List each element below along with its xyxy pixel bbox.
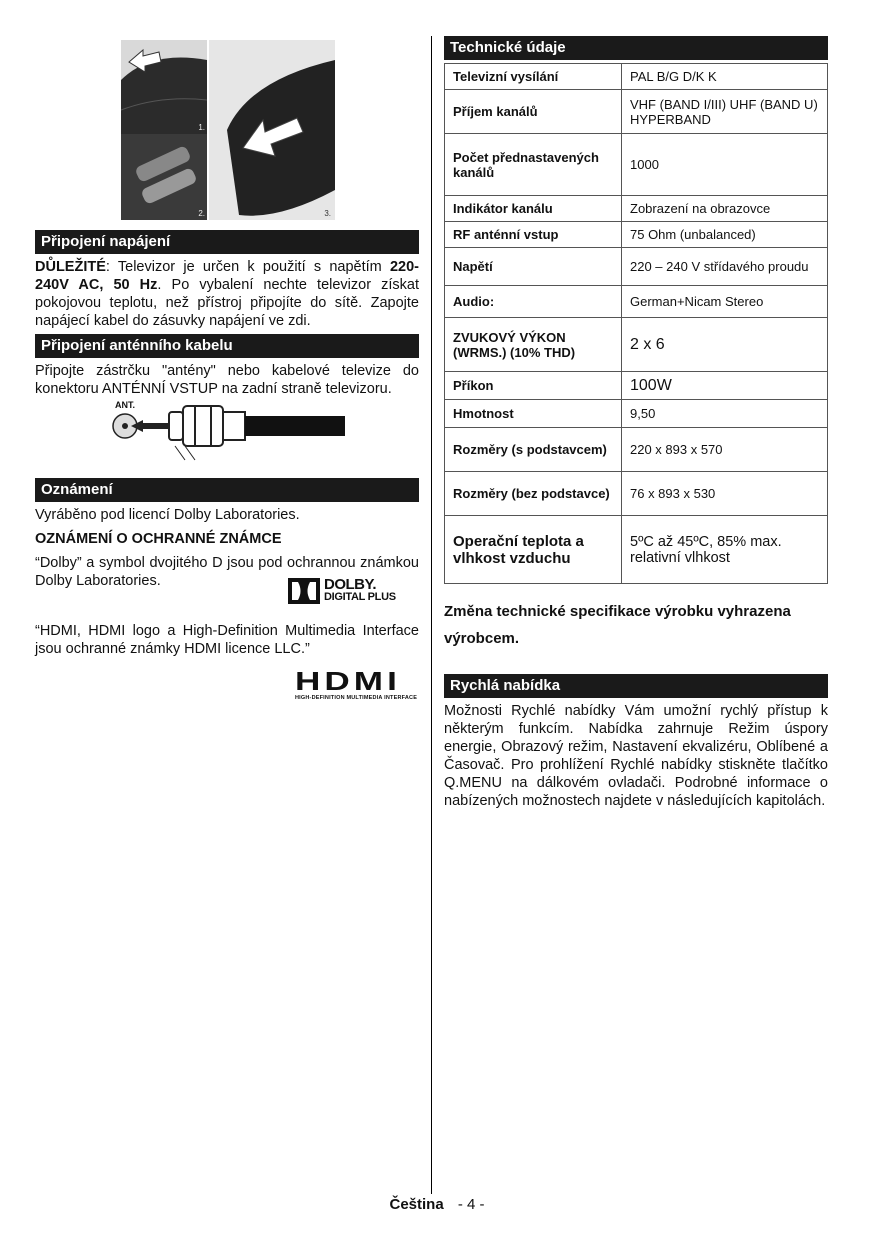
spec-value: 9,50 xyxy=(622,400,828,428)
spec-key: Hmotnost xyxy=(445,400,622,428)
spec-key: Indikátor kanálu xyxy=(445,196,622,222)
power-heading: Připojení napájení xyxy=(35,230,419,254)
hdmi-tagline: HIGH-DEFINITION MULTIMEDIA INTERFACE xyxy=(295,695,418,701)
page-number: - 4 - xyxy=(457,1196,485,1213)
quick-menu-text: Možnosti Rychlé nabídky Vám umožní rychlý přístup k některým funkcím. Nabídka zahrnuje Režim úspory energie, Obrazový režim, Nastavení ekvalizéru, Oblíbené a Časovač. Pro prohlížení Rychlé nabídky stiskněte tlačítko Q.MENU na dálkovém ovladači. Podrobné informace o nabízených možnostech najdete v následujících kapitolách. xyxy=(444,703,828,809)
right-column xyxy=(444,36,828,810)
image-label-1: 1. xyxy=(198,123,205,132)
spec-row xyxy=(445,472,828,516)
spec-row xyxy=(445,372,828,400)
remote-photo-3 xyxy=(209,40,335,220)
battery-insert-image xyxy=(121,134,207,220)
spec-value: 76 x 893 x 530 xyxy=(622,472,828,516)
spec-value: 220 – 240 V střídavého proudu xyxy=(622,248,828,286)
remote-photo-1 xyxy=(121,40,207,134)
spec-row xyxy=(445,318,828,372)
dolby-license-text: Vyráběno pod licencí Dolby Laboratories. xyxy=(35,507,300,523)
specs-heading: Technické údaje xyxy=(444,36,828,60)
remote-photo-2 xyxy=(121,134,207,220)
spec-key: Počet přednastavených kanálů xyxy=(445,134,622,196)
spec-value: PAL B/G D/K K xyxy=(622,64,828,90)
antenna-heading: Připojení anténního kabelu xyxy=(35,334,419,358)
dolby-logo xyxy=(288,576,398,606)
left-column xyxy=(35,36,419,708)
spec-key: Audio: xyxy=(445,286,622,318)
quick-menu-heading: Rychlá nabídka xyxy=(444,674,828,698)
hdmi-trademark-text: “HDMI, HDMI logo a High-Definition Multimedia Interface jsou ochranné známky HDMI licence LLC.” xyxy=(35,623,419,657)
power-text-a: : Televizor je určen k použití s napětím xyxy=(105,259,390,275)
spec-key: Napětí xyxy=(445,248,622,286)
footer-language: Čeština xyxy=(389,1196,444,1213)
page-footer xyxy=(0,1196,874,1213)
spec-key: Televizní vysílání xyxy=(445,64,622,90)
spec-row xyxy=(445,196,828,222)
spec-value: 100W xyxy=(622,372,828,400)
power-text-b: . Po vybalení nechte televizor získat pokojovou teplotu, než přístroj připojíte do sítě. Zapojte napájecí kabel do zásuvky napájení ve zdi. xyxy=(35,277,419,329)
specs-note: Změna technické specifikace výrobku vyhrazena výrobcem. xyxy=(444,603,791,647)
spec-value: Zobrazení na obrazovce xyxy=(622,196,828,222)
dolby-block xyxy=(35,554,419,610)
spec-value: 220 x 893 x 570 xyxy=(622,428,828,472)
spec-row xyxy=(445,90,828,134)
dolby-double-d-icon xyxy=(288,578,320,604)
spec-row xyxy=(445,400,828,428)
ant-label: ANT. xyxy=(115,400,135,410)
remote-close-cover-image xyxy=(209,40,335,220)
trademark-heading: OZNÁMENÍ O OCHRANNÉ ZNÁMCE xyxy=(35,531,282,547)
spec-row xyxy=(445,248,828,286)
power-text xyxy=(35,258,419,330)
spec-row xyxy=(445,428,828,472)
spec-row xyxy=(445,64,828,90)
spec-key: Rozměry (bez podstavce) xyxy=(445,472,622,516)
spec-key: Příjem kanálů xyxy=(445,90,622,134)
spec-value: 5ºC až 45ºC, 85% max. relativní vlhkost xyxy=(622,516,828,584)
spec-value: VHF (BAND I/III) UHF (BAND U) HYPERBAND xyxy=(622,90,828,134)
spec-key: Příkon xyxy=(445,372,622,400)
spec-row xyxy=(445,286,828,318)
spec-row xyxy=(445,516,828,584)
image-label-3: 3. xyxy=(324,209,331,218)
spec-value: German+Nicam Stereo xyxy=(622,286,828,318)
image-label-2: 2. xyxy=(198,209,205,218)
spec-key: RF anténní vstup xyxy=(445,222,622,248)
spec-row xyxy=(445,134,828,196)
remote-back-cover-image xyxy=(121,40,207,134)
spec-value: 2 x 6 xyxy=(622,318,828,372)
specs-table xyxy=(444,63,828,584)
antenna-diagram xyxy=(35,400,419,470)
spec-row xyxy=(445,222,828,248)
notice-heading: Oznámení xyxy=(35,478,419,502)
antenna-text: Připojte zástrčku "antény" nebo kabelové televize do konektoru ANTÉNNÍ VSTUP na zadní straně televizoru. xyxy=(35,363,419,397)
column-divider xyxy=(431,36,432,1194)
spec-value: 75 Ohm (unbalanced) xyxy=(622,222,828,248)
hdmi-logo-text: HDMI xyxy=(295,666,401,696)
cable-icon xyxy=(245,416,345,436)
dolby-logo-line2: DIGITAL PLUS xyxy=(324,591,396,603)
dolby-logo-line1: DOLBY. xyxy=(324,576,377,593)
dolby-trademark-text: “Dolby” a symbol dvojitého D jsou pod ochrannou známkou Dolby Laboratories. xyxy=(35,555,419,589)
voltage-value: 220-240V AC, 50 Hz xyxy=(35,259,419,293)
spec-key: Rozměry (s podstavcem) xyxy=(445,428,622,472)
hdmi-logo xyxy=(35,668,419,708)
spec-key: ZVUKOVÝ VÝKON (WRMS.) (10% THD) xyxy=(445,318,622,372)
spec-key: Operační teplota a vlhkost vzduchu xyxy=(445,516,622,584)
spec-value: 1000 xyxy=(622,134,828,196)
antenna-cable-image xyxy=(35,404,355,470)
important-label: DŮLEŽITÉ xyxy=(35,259,106,275)
remote-battery-figure xyxy=(35,36,419,222)
